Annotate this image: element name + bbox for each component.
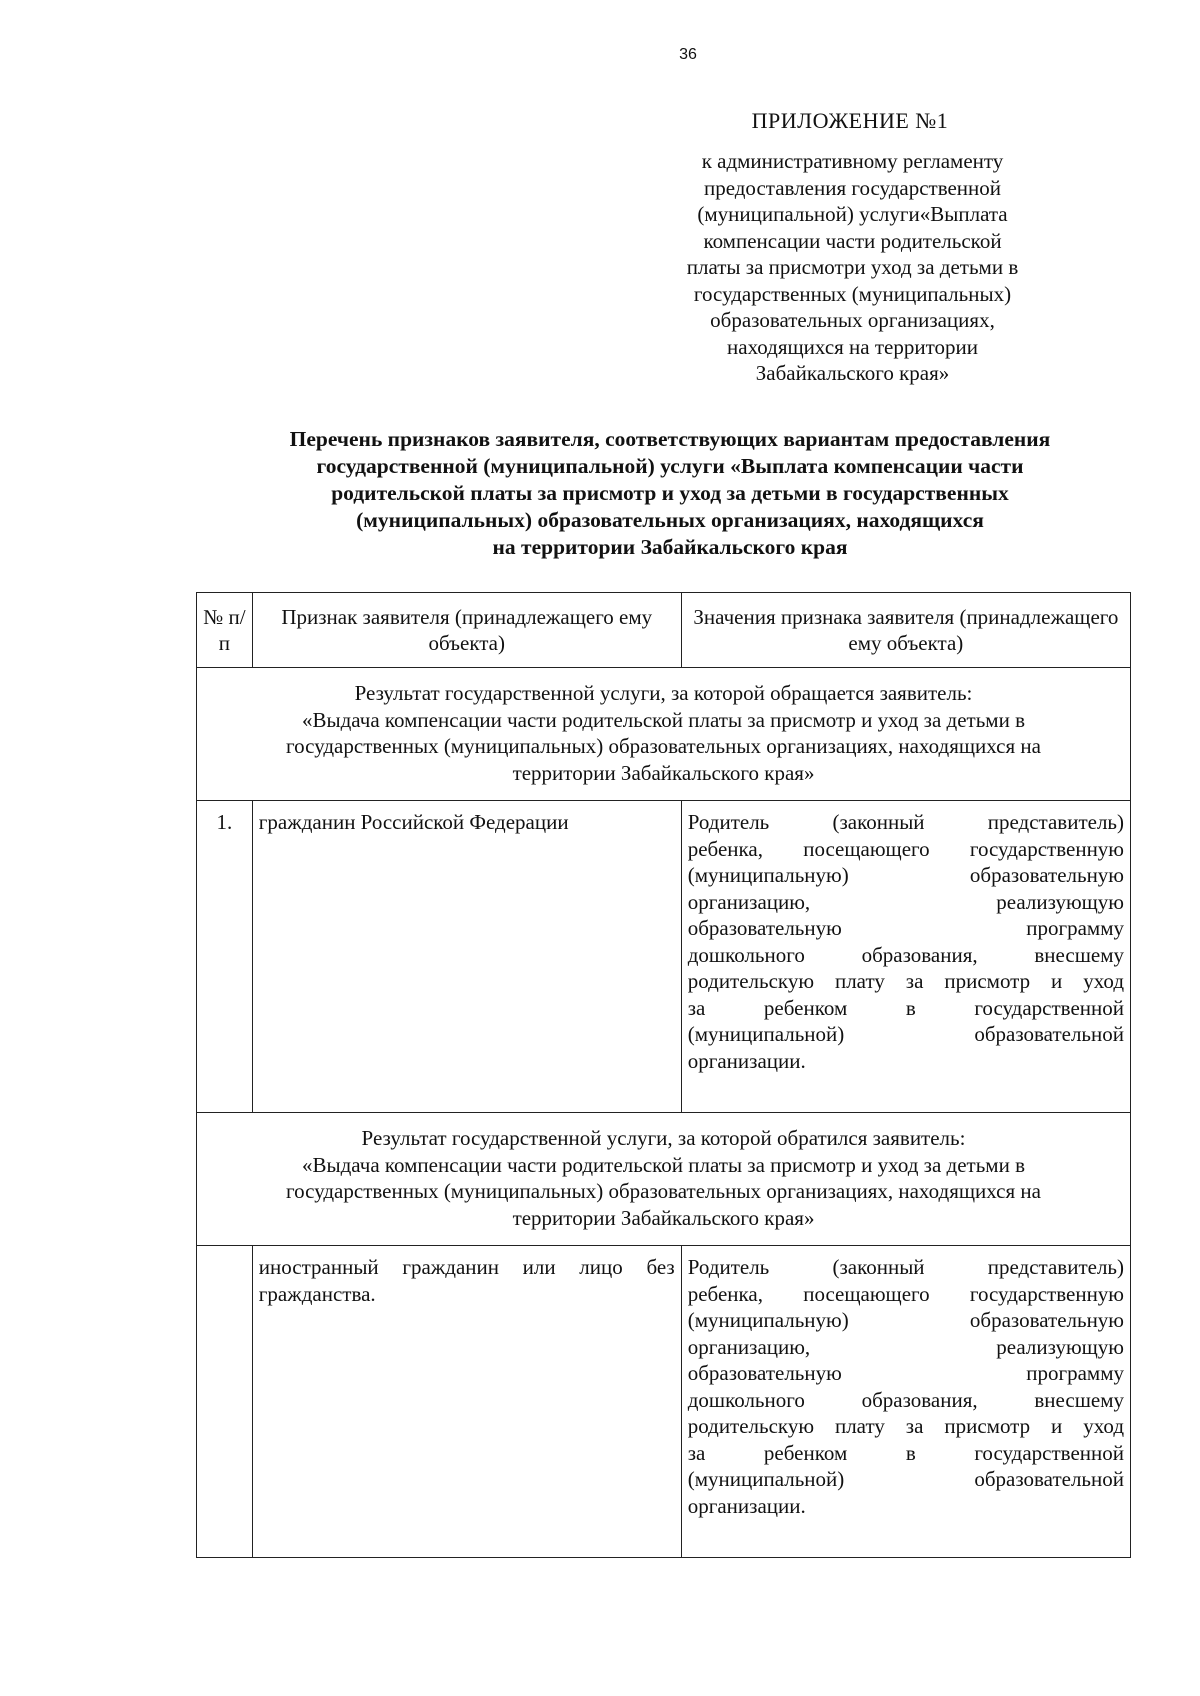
appendix-subtitle <box>675 148 1030 387</box>
page-number: 36 <box>679 46 697 63</box>
value-line: ребенка, посещающего государственную <box>687 836 1124 861</box>
row-value <box>681 801 1130 1113</box>
appendix-title: ПРИЛОЖЕНИЕ №1 <box>751 108 949 133</box>
row-sign: иностранный гражданин или лицо без гражданства. <box>252 1246 681 1558</box>
section-line: государственных (муниципальных) образовательных организациях, находящихся на <box>286 734 1041 758</box>
value-line: организации. <box>687 1493 806 1518</box>
value-line: (муниципальной) образовательной <box>687 1467 1124 1491</box>
appendix-subtitle-line: (муниципальной) услуги«Выплата <box>697 202 1008 226</box>
appendix-subtitle-line: к административному регламенту <box>701 149 1004 173</box>
section-line: территории Забайкальского края» <box>512 1205 815 1230</box>
document-heading <box>200 426 1140 561</box>
value-line: организацию, реализующую <box>687 889 1124 914</box>
row-value <box>681 1246 1130 1558</box>
table-row <box>197 801 1131 1113</box>
appendix-subtitle-line: предоставления государственной <box>703 175 1002 200</box>
heading-line: родительской платы за присмотр и уход за детьми в государственных <box>331 481 1009 505</box>
row-sign: гражданин Российской Федерации <box>252 801 681 1113</box>
value-line: Родитель (законный представитель) <box>687 810 1124 834</box>
section-cell <box>197 1113 1131 1246</box>
value-line: Родитель (законный представитель) <box>687 1255 1124 1279</box>
section-cell <box>197 668 1131 801</box>
appendix-subtitle-line: Забайкальского края» <box>755 361 950 385</box>
section-line: «Выдача компенсации части родительской платы за присмотр и уход за детьми в <box>301 1152 1025 1177</box>
heading-line: (муниципальных) образовательных организациях, находящихся <box>356 508 984 532</box>
value-line: ребенка, посещающего государственную <box>687 1281 1124 1306</box>
heading-line: на территории Забайкальского края <box>492 535 848 559</box>
section-row-2 <box>197 1113 1131 1246</box>
value-line: образовательную программу <box>687 916 1124 940</box>
heading-line: Перечень признаков заявителя, соответствующих вариантам предоставления <box>289 427 1051 451</box>
appendix-subtitle-line: находящихся на территории <box>727 334 978 359</box>
header-sign: Признак заявителя (принадлежащего ему объекта) <box>252 593 681 668</box>
heading-line: государственной (муниципальной) услуги «Выплата компенсации части <box>316 454 1024 478</box>
row-num: 1. <box>197 801 253 1113</box>
appendix-subtitle-line: компенсации части родительской <box>703 228 1002 253</box>
table-row <box>197 1246 1131 1558</box>
value-line: организации. <box>687 1048 806 1073</box>
appendix-subtitle-line: платы за присмотри уход за детьми в <box>686 255 1019 279</box>
value-line: родительскую плату за присмотр и уход <box>687 1414 1124 1438</box>
section-line: Результат государственной услуги, за которой обращается заявитель: <box>354 681 973 705</box>
applicant-signs-table <box>196 592 1131 1558</box>
value-line: (муниципальную) образовательную <box>687 863 1124 887</box>
section-line: территории Забайкальского края» <box>512 760 815 785</box>
value-line: (муниципальной) образовательной <box>687 1022 1124 1046</box>
section-line: государственных (муниципальных) образовательных организациях, находящихся на <box>286 1179 1041 1203</box>
appendix-subtitle-line: государственных (муниципальных) <box>693 281 1012 306</box>
section-row-1 <box>197 668 1131 801</box>
appendix-subtitle-line: образовательных организациях, <box>710 308 995 332</box>
header-num: № п/п <box>197 593 253 668</box>
value-line: за ребенком в государственной <box>687 1440 1124 1465</box>
row-num <box>197 1246 253 1558</box>
value-line: (муниципальную) образовательную <box>687 1308 1124 1332</box>
value-line: дошкольного образования, внесшему <box>687 1387 1124 1412</box>
section-line: «Выдача компенсации части родительской платы за присмотр и уход за детьми в <box>301 707 1025 732</box>
table-header-row <box>197 593 1131 668</box>
section-line: Результат государственной услуги, за которой обратился заявитель: <box>361 1126 966 1150</box>
value-line: за ребенком в государственной <box>687 995 1124 1020</box>
header-value: Значения признака заявителя (принадлежащего ему объекта) <box>681 593 1130 668</box>
value-line: дошкольного образования, внесшему <box>687 942 1124 967</box>
value-line: организацию, реализующую <box>687 1334 1124 1359</box>
value-line: родительскую плату за присмотр и уход <box>687 969 1124 993</box>
value-line: образовательную программу <box>687 1361 1124 1385</box>
